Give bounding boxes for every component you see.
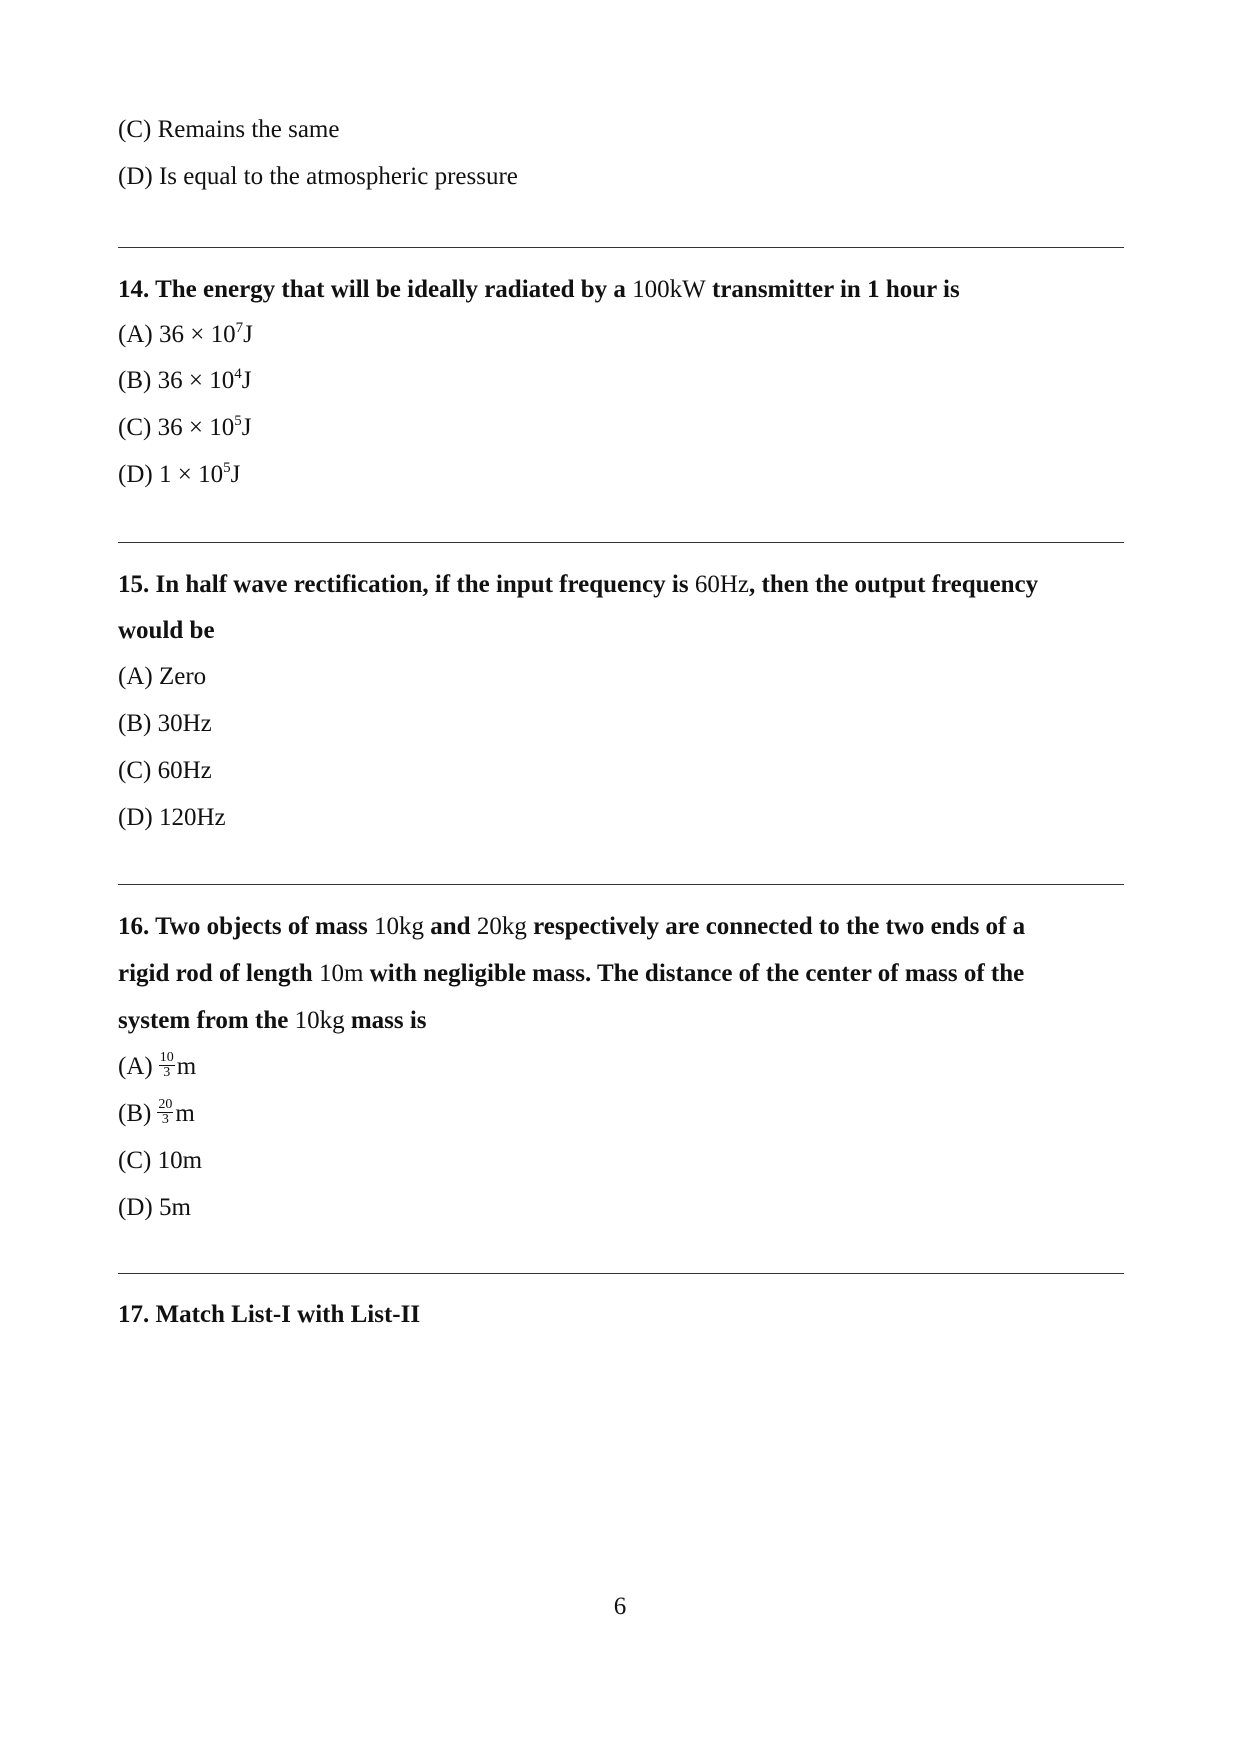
q15-stem-line-2: would be: [118, 617, 215, 644]
q16-option-c: (C) 10m: [118, 1147, 203, 1174]
fraction: $\frac{10}{3}$: [159, 1049, 174, 1080]
fraction: $\frac{20}{3}$: [158, 1096, 173, 1127]
divider: [118, 247, 1124, 248]
page-number: 6: [613, 1593, 627, 1620]
q16-option-d: (D) 5m: [118, 1194, 191, 1221]
q15-stem-line-1: 15. In half wave rectification, if the input frequency is 60Hz, then the output frequency: [118, 571, 1039, 598]
q14-stem: 14. The energy that will be ideally radiated by a 100kW transmitter in 1 hour is: [118, 276, 960, 303]
q16-stem-line-3: system from the 10kg mass is: [118, 1007, 427, 1034]
q15-option-d: (D) 120Hz: [118, 804, 226, 831]
divider: [118, 884, 1124, 885]
q14-option-b: (B) $36 \times 10^4J$: [118, 366, 252, 394]
q13-option-d: (D) Is equal to the atmospheric pressure: [118, 163, 518, 190]
divider: [118, 542, 1124, 543]
q16-stem-line-2: rigid rod of length 10m with negligible mass. The distance of the center of mass of the: [118, 960, 1025, 987]
q13-option-c: (C) Remains the same: [118, 116, 340, 143]
q14-option-d: (D) $1 \times 10^5J$: [118, 460, 241, 488]
q16-option-b: (B) $\frac{20}{3}$ m: [118, 1096, 195, 1127]
q14-option-a: (A) $36 \times 10^7J$: [118, 320, 253, 348]
q14-option-c: (C) $36 \times 10^5J$: [118, 413, 252, 441]
q15-option-b: (B) 30Hz: [118, 710, 212, 737]
q16-stem-line-1: 16. Two objects of mass 10kg and 20kg respectively are connected to the two ends of a: [118, 913, 1026, 940]
divider: [118, 1273, 1124, 1274]
q15-option-a: (A) Zero: [118, 663, 207, 690]
q17-stem: 17. Match List-I with List-II: [118, 1301, 421, 1328]
q16-option-a: (A) $\frac{10}{3}$ m: [118, 1049, 197, 1080]
q15-option-c: (C) 60Hz: [118, 757, 212, 784]
